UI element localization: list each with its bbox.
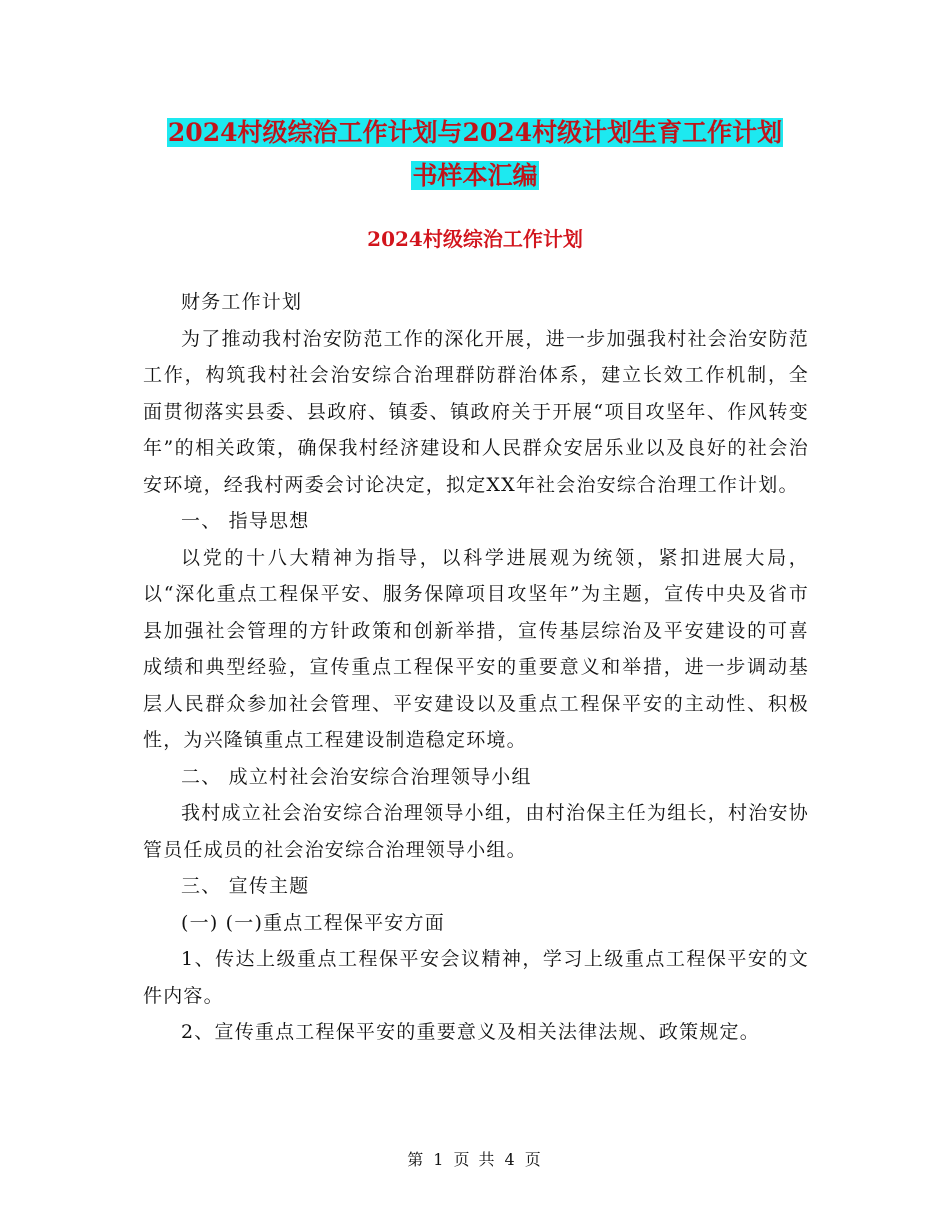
heading-leadership-group: 二、 成立村社会治安综合治理领导小组 [181, 765, 532, 788]
list-item: 1、传达上级重点工程保平安会议精神，学习上级重点工程保平安的文件内容。 [143, 948, 809, 1007]
total-pages-number: 4 [504, 1150, 517, 1169]
page-label-mid: 页 共 [453, 1150, 497, 1169]
document-body [143, 284, 809, 1051]
heading-publicity-theme: 三、 宣传主题 [181, 875, 310, 897]
document-title-line-2 [0, 156, 950, 192]
section-title: 2024村级综治工作计划 [367, 227, 583, 251]
paragraph: 我村成立社会治安综合治理领导小组，由村治保主任为组长，村治安协管员任成员的社会治安综合治理领导小组。 [143, 802, 809, 861]
page-footer [0, 1147, 950, 1170]
subheading: (一) (一)重点工程保平安方面 [181, 911, 445, 934]
title-highlight-1: 2024村级综治工作计划与2024村级计划生育工作计划 [167, 118, 783, 147]
paragraph: 财务工作计划 [181, 291, 303, 313]
document-title-line-1 [0, 113, 950, 149]
page-label-prefix: 第 [407, 1150, 426, 1169]
heading-guiding-ideology: 一、 指导思想 [181, 510, 310, 532]
paragraph: 以党的十八大精神为指导，以科学进展观为统领，紧扣进展大局，以“深化重点工程保平安、服务保障项目攻坚年”为主题，宣传中央及省市县加强社会管理的方针政策和创新举措，宣传基层综治及平安建设的可喜成绩和典型经验，宣传重点工程保平安的重要意义和举措，进一步调动基层人民群众参加社会管理、平安建设以及重点工程保平安的主动性、积极性，为兴隆镇重点工程建设制造稳定环境。 [143, 546, 809, 751]
paragraph: 为了推动我村治安防范工作的深化开展，进一步加强我村社会治安防范工作，构筑我村社会治安综合治理群防群治体系，建立长效工作机制，全面贯彻落实县委、县政府、镇委、镇政府关于开展“项目攻坚年、作风转变年”的相关政策，确保我村经济建设和人民群众安居乐业以及良好的社会治安环境，经我村两委会讨论决定，拟定XX年社会治安综合治理工作计划。 [143, 327, 809, 496]
title-highlight-2: 书样本汇编 [412, 161, 538, 190]
page-label-suffix: 页 [524, 1150, 543, 1169]
list-item: 2、宣传重点工程保平安的重要意义及相关法律法规、政策规定。 [181, 1021, 760, 1043]
current-page-number: 1 [433, 1150, 446, 1169]
